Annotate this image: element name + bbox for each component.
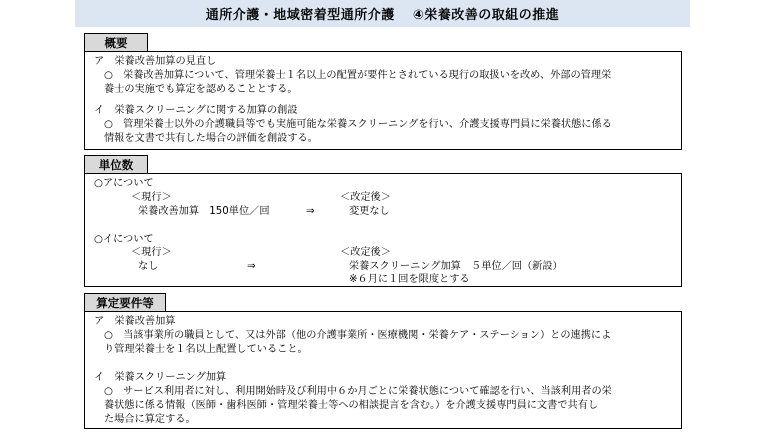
units-i-note: ※６月に１回を限度とする — [349, 274, 470, 285]
requirements-i-body-1: ○ サービス利用者に対し、利用開始時及び利用中６か月ごとに栄養状態について確認を行い、当該利用者の栄 — [104, 386, 612, 397]
overview-a-body-2: 養士の実施でも算定を認めることとする。 — [104, 84, 298, 95]
overview-a-title: ア 栄養改善加算の見直し — [94, 56, 217, 67]
requirements-a-title: ア 栄養改善加算 — [94, 316, 176, 327]
requirements-i-title: イ 栄養スクリーニング加算 — [94, 372, 227, 383]
overview-a-body-1: ○ 栄養改善加算について、管理栄養士１名以上の配置が要件とされている現行の取扱いを改め、外部の管理栄 — [104, 70, 612, 81]
requirements-a-body-1: ○ 当該事業所の職員として、又は外部（他の介護事業所・医療機関・栄養ケア・ステーション）との連携によ — [104, 330, 612, 341]
units-i-revised-label: ＜改定後＞ — [340, 247, 391, 258]
requirements-a-body-2: り管理栄養士を１名以上配置していること。 — [104, 344, 308, 355]
requirements-heading: 算定要件等 — [84, 293, 166, 312]
units-a-current-value: 栄養改善加算 150単位／回 — [138, 206, 270, 217]
units-a-title: ○アについて — [94, 178, 154, 189]
overview-i-body-1: ○ 管理栄養士以外の介護職員等でも実施可能な栄養スクリーニングを行い、介護支援専門員に栄養状態に係る — [104, 119, 612, 130]
units-a-arrow: ⇒ — [306, 206, 315, 217]
units-heading: 単位数 — [84, 155, 148, 174]
units-a-revised-label: ＜改定後＞ — [340, 192, 391, 203]
requirements-i-body-3: た場合に算定する。 — [104, 414, 196, 425]
overview-heading: 概要 — [84, 33, 148, 52]
units-i-title: ○イについて — [94, 234, 154, 245]
requirements-i-body-2: 養状態に係る情報（医師・歯科医師・管理栄養士等への相談提言を含む。）を介護支援専門員に文書で共有し — [104, 400, 599, 411]
units-i-revised-value: 栄養スクリーニング加算 ５単位／回（新設） — [349, 261, 563, 272]
page-title — [75, 0, 690, 27]
units-i-current-value: なし — [138, 261, 159, 272]
overview-i-body-2: 情報を文書で共有した場合の評価を創設する。 — [104, 133, 318, 144]
units-i-arrow: ⇒ — [247, 261, 256, 272]
title-left: 通所介護・地域密着型通所介護 — [205, 8, 395, 23]
units-a-current-label: ＜現行＞ — [131, 192, 172, 203]
title-right: ④栄養改善の取組の推進 — [412, 8, 560, 23]
units-a-revised-value: 変更なし — [349, 206, 390, 217]
units-i-current-label: ＜現行＞ — [131, 247, 172, 258]
overview-i-title: イ 栄養スクリーニングに関する加算の創設 — [94, 105, 298, 116]
